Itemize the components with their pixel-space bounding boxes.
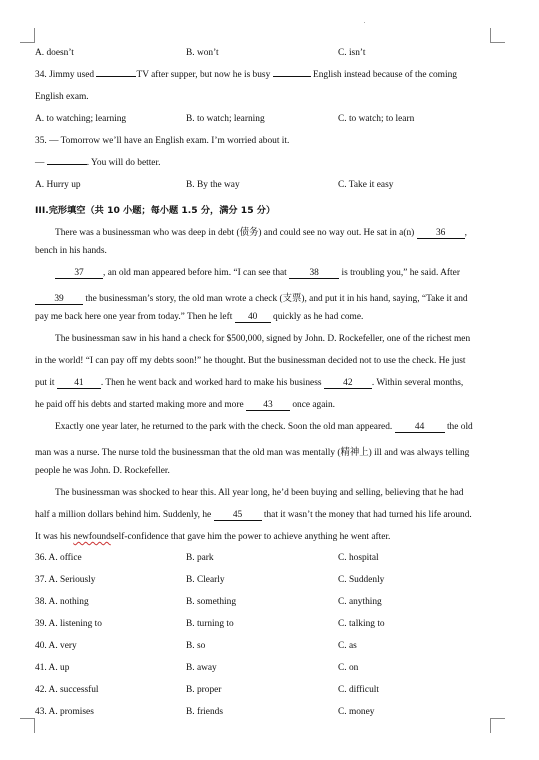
option-b: B. turning to [186,619,234,629]
q34-blank-2 [273,76,311,77]
crop-mark-top-left [20,28,35,43]
passage-line: he paid off his debts and started making more and more 43 once again. [35,400,336,410]
option-b: B. proper [186,685,222,695]
q35-blank [47,164,87,165]
option-a: 36. A. office [35,553,82,563]
option-a: 41. A. up [35,663,70,673]
q35-option-c: C. Take it easy [338,180,394,190]
q34-option-b: B. to watch; learning [186,114,265,124]
option-c: C. money [338,707,375,717]
blank-37: 37 [55,268,103,279]
section-heading: III.完形填空（共 10 小题；每小题 1.5 分，满分 15 分） [35,205,276,216]
blank-41: 41 [57,378,101,389]
crop-mark-top-right [490,28,505,43]
option-b: B. park [186,553,214,563]
option-c: C. talking to [338,619,385,629]
option-a: 39. A. listening to [35,619,102,629]
q34-blank-1 [96,76,136,77]
option-a: 38. A. nothing [35,597,89,607]
q34-stem-cont: English exam. [35,92,89,102]
option-c: C. on [338,663,359,673]
q35-option-b: B. By the way [186,180,240,190]
passage-line: bench in his hands. [35,246,107,256]
option-c: C. difficult [338,685,379,695]
passage-line: put it 41 . Then he went back and worked hard to make his business 42 . Within several months, [35,378,464,388]
blank-36: 36 [417,228,465,239]
option-b: B. something [186,597,237,607]
passage-line: The businessman saw in his hand a check for $500,000, signed by John. D. Rockefeller, one of the richest men [55,334,471,344]
passage-line: The businessman was shocked to hear this. All year long, he’d been buying and selling, believing that he had [55,488,464,498]
option-b: B. friends [186,707,223,717]
passage-line: man was a nurse. The nurse told the businessman that the old man was mentally (精神上) ill and was always telling [35,448,470,458]
option-c: C. anything [338,597,382,607]
q34-option-c: C. to watch; to learn [338,114,415,124]
q35-prompt: 35. — Tomorrow we’ll have an English exam. I’m worried about it. [35,136,290,146]
passage-line: Exactly one year later, he returned to the park with the check. Soon the old man appeared. 44 the old [55,422,473,432]
passage-line: 37 , an old man appeared before him. “I can see that 38 is troubling you,” he said. After [55,268,460,279]
option-b: B. so [186,641,206,651]
crop-mark-bottom-right [490,718,505,733]
passage-line: There was a businessman who was deep in debt (债务) and could see no way out. He sat in a(n) 36 , [55,228,467,238]
q33-option-b: B. won’t [186,48,219,58]
q34-stem: 34. Jimmy used TV after supper, but now he is busy English instead because of the coming [35,70,457,80]
passage-line: people he was John. D. Rockefeller. [35,466,170,476]
option-c: C. Suddenly [338,575,385,585]
option-b: B. Clearly [186,575,225,585]
blank-38: 38 [289,268,339,279]
q35-option-a: A. Hurry up [35,180,81,190]
option-c: C. as [338,641,357,651]
option-a: 40. A. very [35,641,77,651]
blank-42: 42 [324,378,372,389]
crop-mark-bottom-left [20,718,35,733]
option-c: C. hospital [338,553,379,563]
option-b: B. away [186,663,217,673]
option-a: 42. A. successful [35,685,99,695]
blank-39: 39 [35,294,83,305]
blank-43: 43 [246,400,290,411]
wavy-underlined-word: newfound [73,532,111,542]
passage-line: pay me back here one year from today.” Then he left 40 quickly as he had come. [35,312,364,322]
blank-44: 44 [395,422,445,433]
blank-45: 45 [214,510,262,521]
q33-option-a: A. doesn’t [35,48,74,58]
q35-reply: — . You will do better. [35,158,161,168]
passage-line: in the world! “I can pay off my debts soon!” he thought. But the businessman decided not to use the check. He just [35,356,466,366]
page-dot [364,22,365,23]
passage-line: It was his newfoundself-confidence that gave him the power to achieve anything he went after. [35,532,391,542]
passage-line: half a million dollars behind him. Suddenly, he 45 that it wasn’t the money that had turned his life around. [35,510,472,520]
option-a: 43. A. promises [35,707,94,717]
q33-option-c: C. isn’t [338,48,366,58]
blank-40: 40 [235,312,271,323]
passage-line: 39 the businessman’s story, the old man wrote a check (支票), and put it in his hand, saying, “Take it and [35,290,468,305]
option-a: 37. A. Seriously [35,575,96,585]
q34-option-a: A. to watching; learning [35,114,127,124]
